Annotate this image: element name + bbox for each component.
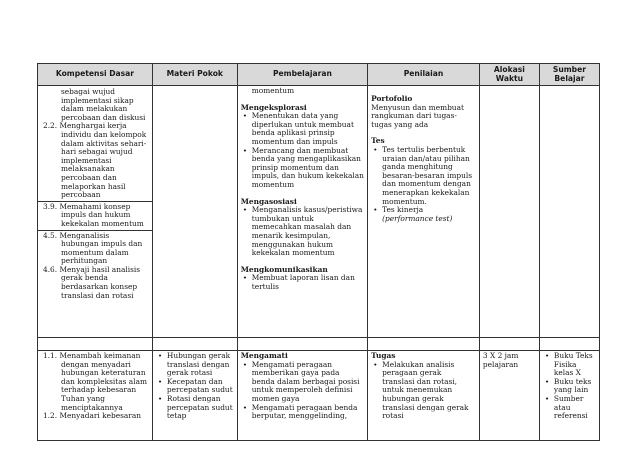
header-row — [38, 64, 600, 86]
mengasosiasi-heading: Mengasosiasi — [240, 196, 297, 206]
asosiasi-item: • Menganalisis kasus/peristiwa tumbukan untuk memecahkan masalah dan menarik kesimpulan, menggunakan hukum kekekalan momentum — [241, 206, 364, 258]
kd-12: 1.2. Menyadari kebesaran — [43, 411, 141, 421]
kd-39-block — [38, 201, 152, 229]
sumber-cell — [539, 351, 599, 441]
kd-45: 4.5. Menganalisis hubungan impuls dan momentum dalam perhitungan — [43, 230, 143, 266]
kd-cell — [38, 86, 153, 338]
header-sumber-belajar: Sumber Belajar — [539, 64, 599, 86]
spacer-row — [38, 338, 600, 351]
mengkomunikasikan-heading: Mengkomunikasikan — [240, 264, 328, 274]
tugas-item: • Melakukan analisis peragaan gerak translasi dan rotasi, untuk menemukan hubungan gerak translasi dengan gerak rotasi — [371, 361, 476, 421]
kd-11: 1.1. Menambah keimanan dengan menyadari hubungan keteraturan dan kompleksitas alam terhadap kebesaran Tuhan yang menciptakannya — [43, 351, 147, 412]
header-kompetensi-dasar: Kompetensi Dasar — [38, 64, 153, 86]
pemb-continuation: momentum — [251, 86, 295, 95]
penilaian-cell — [368, 86, 480, 338]
sumber-cell — [539, 86, 599, 338]
portofolio-text: Menyusun dan membuat rangkuman dari tugas-tugas yang ada — [371, 102, 464, 129]
portofolio-heading: Portofolio — [371, 94, 413, 103]
alokasi-cell: 3 X 2 jam pelajaran — [479, 351, 539, 441]
materi-cell — [152, 86, 237, 338]
mengeksplorasi-heading: Mengeksplorasi — [240, 102, 307, 112]
eksplorasi-item: • Merancang dan membuat benda yang mengaplikasikan prinsip momentum dan impuls, dan hukum kekekalan momentum — [241, 147, 364, 190]
kd-46: 4.6. Menyaji hasil analisis gerak benda berdasarkan konsep translasi dan rotasi — [43, 264, 141, 300]
header-penilaian: Penilaian — [368, 64, 480, 86]
amati-item: • Mengamati peragaan benda berputar, menggelinding, — [241, 404, 364, 421]
tes-item: • Tes tertulis berbentuk uraian dan/atau pilihan ganda menghitung besaran-besaran impuls dan momentum dengan menerapkan kekekalan momentum. — [371, 146, 476, 206]
table-row — [38, 86, 600, 338]
kd-45-46-block — [38, 230, 152, 301]
sumber-item: • Buku Teks Fisika kelas X — [543, 352, 596, 378]
materi-item: • Kecepatan dan percepatan sudut — [156, 378, 234, 395]
penilaian-cell — [368, 351, 480, 441]
kd-22: 2.2. Menghargai kerja individu dan kelompok dalam aktivitas sehari-hari sebagai wujud implementasi melaksanakan percobaan dan melaporkan hasil percobaan — [43, 121, 147, 200]
eksplorasi-item: • Menentukan data yang diperlukan untuk membuat benda aplikasi prinsip momentum dan impuls — [241, 112, 364, 146]
alokasi-cell — [479, 86, 539, 338]
pembelajaran-cell — [237, 86, 367, 338]
tes-heading: Tes — [371, 136, 385, 146]
kd-39: 3.9. Memahami konsep impuls dan hukum kekekalan momentum — [43, 201, 144, 228]
materi-item: • Rotasi dengan percepatan sudut tetap — [156, 395, 234, 421]
tugas-heading: Tugas — [371, 351, 396, 360]
header-pembelajaran: Pembelajaran — [237, 64, 367, 86]
sumber-item: • Buku teks yang lain — [543, 378, 596, 395]
table-row — [38, 351, 600, 441]
header-materi-pokok: Materi Pokok — [152, 64, 237, 86]
amati-item: • Mengamati peragaan memberikan gaya pada benda dalam berbagai posisi untuk memperoleh definisi momen gaya — [241, 361, 364, 404]
header-alokasi-waktu: Alokasi Waktu — [479, 64, 539, 86]
tes-item: • Tes kinerja (performance test) — [371, 206, 476, 223]
komunikasi-item: • Membuat laporan lisan dan tertulis — [241, 274, 364, 291]
kd-cell — [38, 351, 153, 441]
pembelajaran-cell — [237, 351, 367, 441]
mengamati-heading: Mengamati — [240, 351, 288, 360]
sumber-item: • Sumber atau referensi — [543, 395, 596, 421]
materi-item: • Hubungan gerak translasi dengan gerak rotasi — [156, 352, 234, 378]
materi-cell — [152, 351, 237, 441]
kd-22-continuation: sebagai wujud implementasi sikap dalam melakukan percobaan dan diskusi — [61, 87, 146, 122]
syllabus-table — [37, 63, 600, 441]
